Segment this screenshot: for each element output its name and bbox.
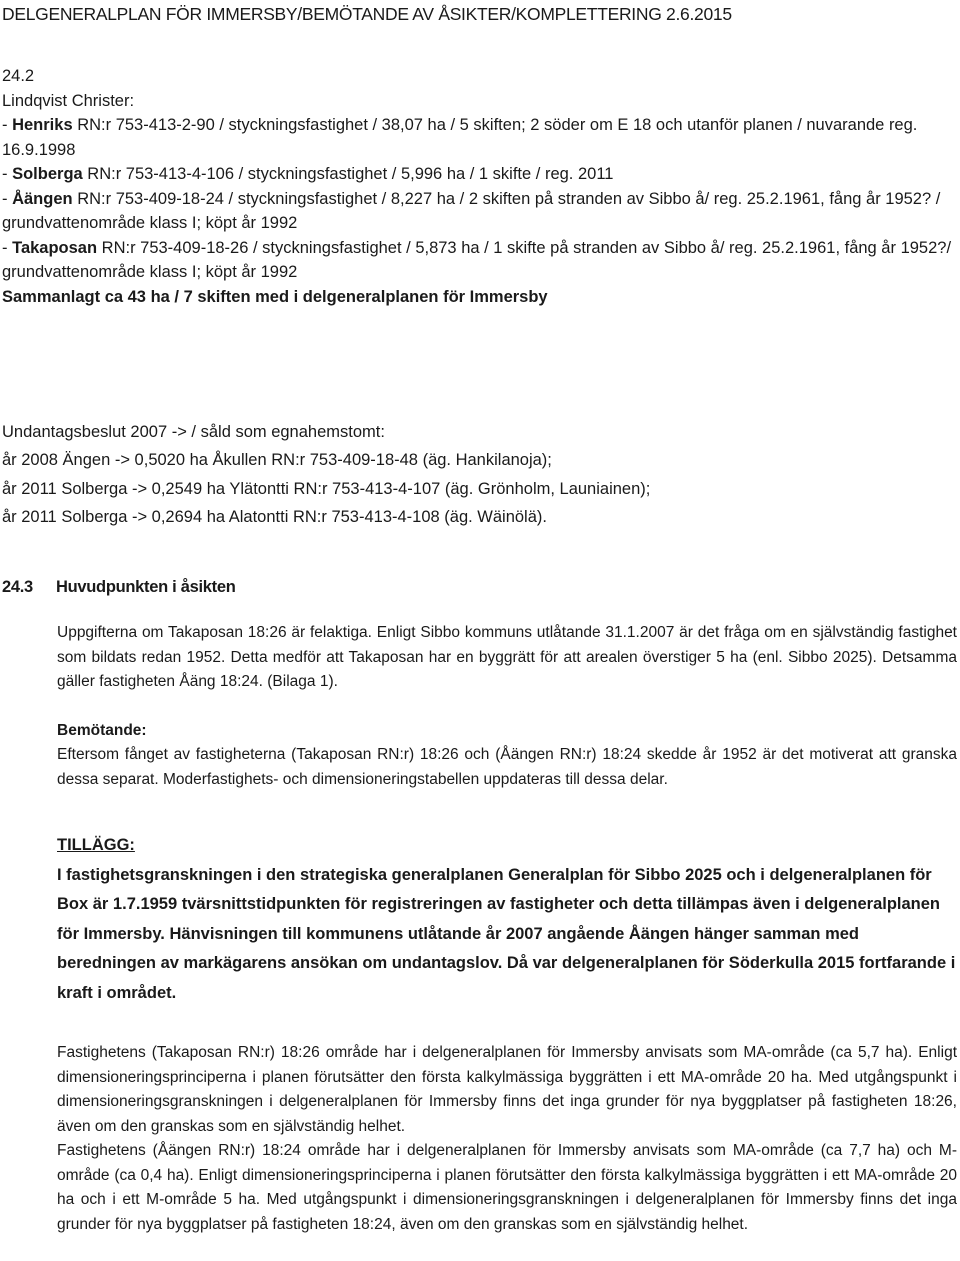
response-paragraph: Eftersom fånget av fastigheterna (Takaposan RN:r) 18:26 och (Åängen RN:r) 18:24 skedde år 1952 är det motiverat att granska dessa separat. Moderfastighets- och dimensioneringstabellen uppdateras till dessa delar. [57,746,957,788]
main-point-heading [2,578,236,597]
exception-line: Undantagsbeslut 2007 -> / såld som egnahemstomt: [2,423,385,441]
section-number: 24.2 [2,67,35,85]
response-section [57,621,957,792]
property-item: - Åängen RN:r 753-409-18-24 / styckningsfastighet / 8,227 ha / 2 skiften på stranden av Sibbo å/ reg. 25.2.1961, fång år 1952? / grundvattenområde klass I; köpt år 1992 [2,189,941,232]
response-label: Bemötande: [57,721,147,739]
exception-line: år 2011 Solberga -> 0,2694 ha Alatontti RN:r 753-413-4-108 (äg. Wäinölä). [2,507,547,526]
exception-line: år 2011 Solberga -> 0,2549 ha Ylätontti RN:r 753-413-4-107 (äg. Grönholm, Launiainen); [2,479,651,498]
summary-line: Sammanlagt ca 43 ha / 7 skiften med i delgeneralplanen för Immersby [2,287,548,306]
analysis-paragraph: Fastighetens (Åängen RN:r) 18:24 område har i delgeneralplanen för Immersby anvisats som MA-område (ca 7,7 ha) och M-område (ca 0,4 ha). Enligt dimensioneringsprinciperna i planen förutsätter den första kalkylmässiga byggrätten i ett MA-område 20 ha och i ett M-område 5 ha. Med utgångspunkt i dimensioneringsgranskningen i delgeneralplanen för Immersby finns det inga grunder för nya byggplatser på fastigheten 18:24, även om den granskas som en självständig helhet. [57,1142,957,1233]
property-item: - Takaposan RN:r 753-409-18-26 / styckningsfastighet / 5,873 ha / 1 skifte på stranden av Sibbo å/ reg. 25.2.1961, fång år 1952?/ grundvattenområde klass I; köpt år 1992 [2,238,952,281]
exception-decisions-section [2,418,957,531]
heading-title: Huvudpunkten i åsikten [56,578,236,596]
heading-number: 24.3 [2,578,33,596]
addendum-label: TILLÄGG: [57,836,135,854]
addendum-text: I fastighetsgranskningen i den strategiska generalplanen Generalplan för Sibbo 2025 och i delgeneralplanen för Box är 1.7.1959 tvärsnittstidpunkten för registreringen av fastigheter och detta tillämpas även i delgeneralplanen för Immersby. Hänvisningen till kommunens utlåtande år 2007 angående Åängen hänger samman med beredningen av markägarens ansökan om undantagslov. Då var delgeneralplanen för Söderkulla 2015 fortfarande i kraft i området. [57,865,956,1002]
property-name: Henriks [12,116,73,134]
page-header: DELGENERALPLAN FÖR IMMERSBY/BEMÖTANDE AV ÅSIKTER/KOMPLETTERING 2.6.2015 [2,4,732,24]
analysis-paragraph: Fastighetens (Takaposan RN:r) 18:26 område har i delgeneralplanen för Immersby anvisats som MA-område (ca 5,7 ha). Enligt dimensioneringsprinciperna i planen förutsätter den första kalkylmässiga byggrätten i ett MA-område 20 ha. Med utgångspunkt i dimensioneringsgranskningen i delgeneralplanen för Immersby finns det inga grunder för nya byggplatser på fastigheten 18:26, även om den granskas som en självständig helhet. [57,1044,957,1135]
property-name: Solberga [12,165,83,183]
opinion-paragraph: Uppgifterna om Takaposan 18:26 är felaktiga. Enligt Sibbo kommuns utlåtande 31.1.2007 är det fråga om en självständig fastighet som bildats redan 1952. Detta medför att Takaposan har en byggrätt för att arealen överstiger 5 ha (enl. Sibbo 2025). Detsamma gäller fastigheten Åäng 18:24. (Bilaga 1). [57,624,957,690]
property-list-section [2,64,957,309]
property-name: Takaposan [12,238,98,257]
addendum-section [57,831,957,1008]
author-name: Lindqvist Christer: [2,91,135,110]
property-item: - Solberga RN:r 753-413-4-106 / styckningsfastighet / 5,996 ha / 1 skifte / reg. 2011 [2,165,614,183]
exception-line: år 2008 Ängen -> 0,5020 ha Åkullen RN:r 753-409-18-48 (äg. Hankilanoja); [2,451,552,470]
property-item: - Henriks RN:r 753-413-2-90 / styckningsfastighet / 38,07 ha / 5 skiften; 2 söder om E 18 och utanför planen / nuvarande reg. 16.9.1998 [2,116,918,159]
property-analysis-section [57,1041,957,1237]
property-name: Åängen [12,189,73,208]
